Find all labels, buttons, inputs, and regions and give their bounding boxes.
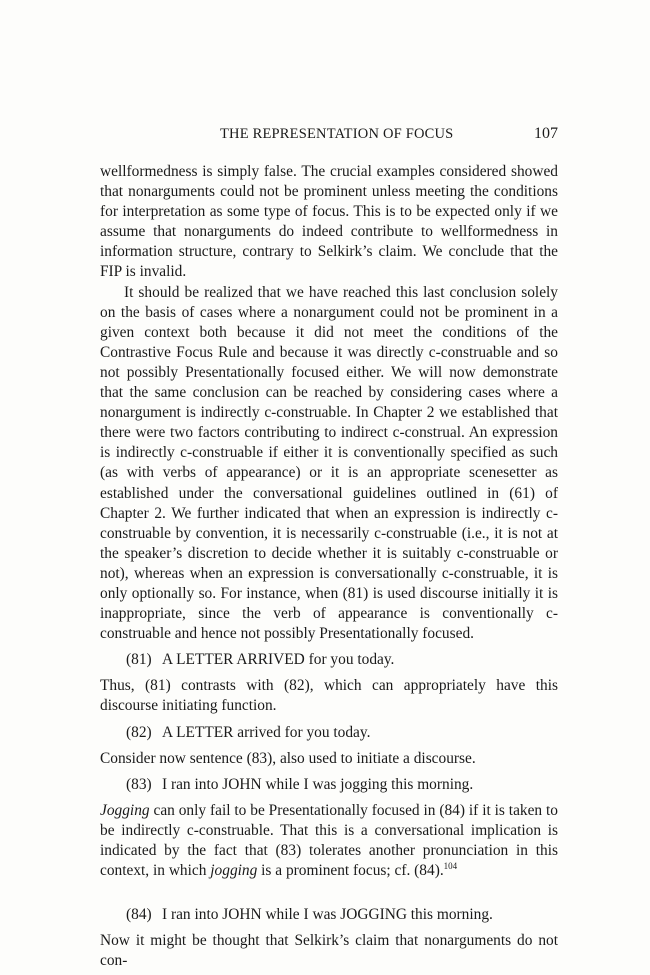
- paragraph-6: Now it might be thought that Selkirk’s claim that nonarguments do not con-: [100, 932, 558, 970]
- example-number: (84): [126, 906, 152, 924]
- italic-term: jogging: [210, 862, 258, 880]
- example-82: [126, 723, 558, 743]
- page-number: 107: [534, 125, 558, 142]
- example-text: I ran into JOHN while I was JOGGING this morning.: [162, 906, 493, 924]
- paragraph-5-text-a: can only fail to be Presentationally focused in (84) if it is taken to be indirectly c-construable. That this is a conversational implication is indicated by the fact that (83) tolerates another pronunciation in this context, in which: [100, 801, 558, 880]
- paragraph-4: Consider now sentence (83), also used to initiate a discourse.: [100, 749, 476, 767]
- paragraph-5-text-b: is a prominent focus; cf. (84).: [257, 862, 444, 880]
- example-83: [126, 775, 558, 795]
- paragraph-2: It should be realized that we have reached this last conclusion solely on the basis of cases where a nonargument could not be prominent in a given context both because it did not meet the conditions of the Contrastive Focus Rule and because it was directly c-construable and so not possibly Presentationally focused either. We will now demonstrate that the same conclusion can be reached by considering cases where a nonargument is indirectly c-construable. In Chapter 2 we established that there were two factors contributing to indirect c-construal. An expression is indirectly c-construable if either it is conventionally specified as such (as with verbs of appearance) or it is an appropriate scenesetter as established under the conversational guidelines outlined in (61) of Chapter 2. We further indicated that when an expression is indirectly c-construable by convention, it is necessarily c-construable (i.e., it is not at the speaker’s discretion to decide whether it is suitably c-construable or not), whereas when an expression is conversationally c-construable, it is only optionally so. For instance, when (81) is used discourse initially it is inappropriate, since the verb of appearance is conventionally c-construable and hence not possibly Presentationally focused.: [100, 283, 558, 643]
- example-text: I ran into JOHN while I was jogging this morning.: [162, 775, 474, 793]
- running-head: THE REPRESENTATION OF FOCUS: [220, 126, 454, 142]
- paragraph-3: Thus, (81) contrasts with (82), which can appropriately have this discourse initiating function.: [100, 677, 558, 715]
- italic-term: Jogging: [100, 801, 150, 819]
- page-header: [100, 126, 558, 146]
- example-number: (83): [126, 775, 152, 793]
- example-81: [126, 650, 558, 670]
- example-text: A LETTER arrived for you today.: [162, 723, 371, 741]
- example-84: [126, 905, 558, 925]
- example-number: (82): [126, 723, 152, 741]
- spacer: [100, 881, 558, 899]
- example-text: A LETTER ARRIVED for you today.: [162, 651, 395, 669]
- body-text: [100, 162, 558, 971]
- paragraph-5: [100, 801, 558, 881]
- paragraph-1: wellformedness is simply false. The crucial examples considered showed that nonarguments could not be prominent unless meeting the conditions for interpretation as some type of focus. This is to be expected only if we assume that nonarguments do indeed contribute to wellformedness in information structure, contrary to Selkirk’s claim. We conclude that the FIP is invalid.: [100, 163, 558, 281]
- footnote-marker: 104: [443, 861, 458, 872]
- example-number: (81): [126, 651, 152, 669]
